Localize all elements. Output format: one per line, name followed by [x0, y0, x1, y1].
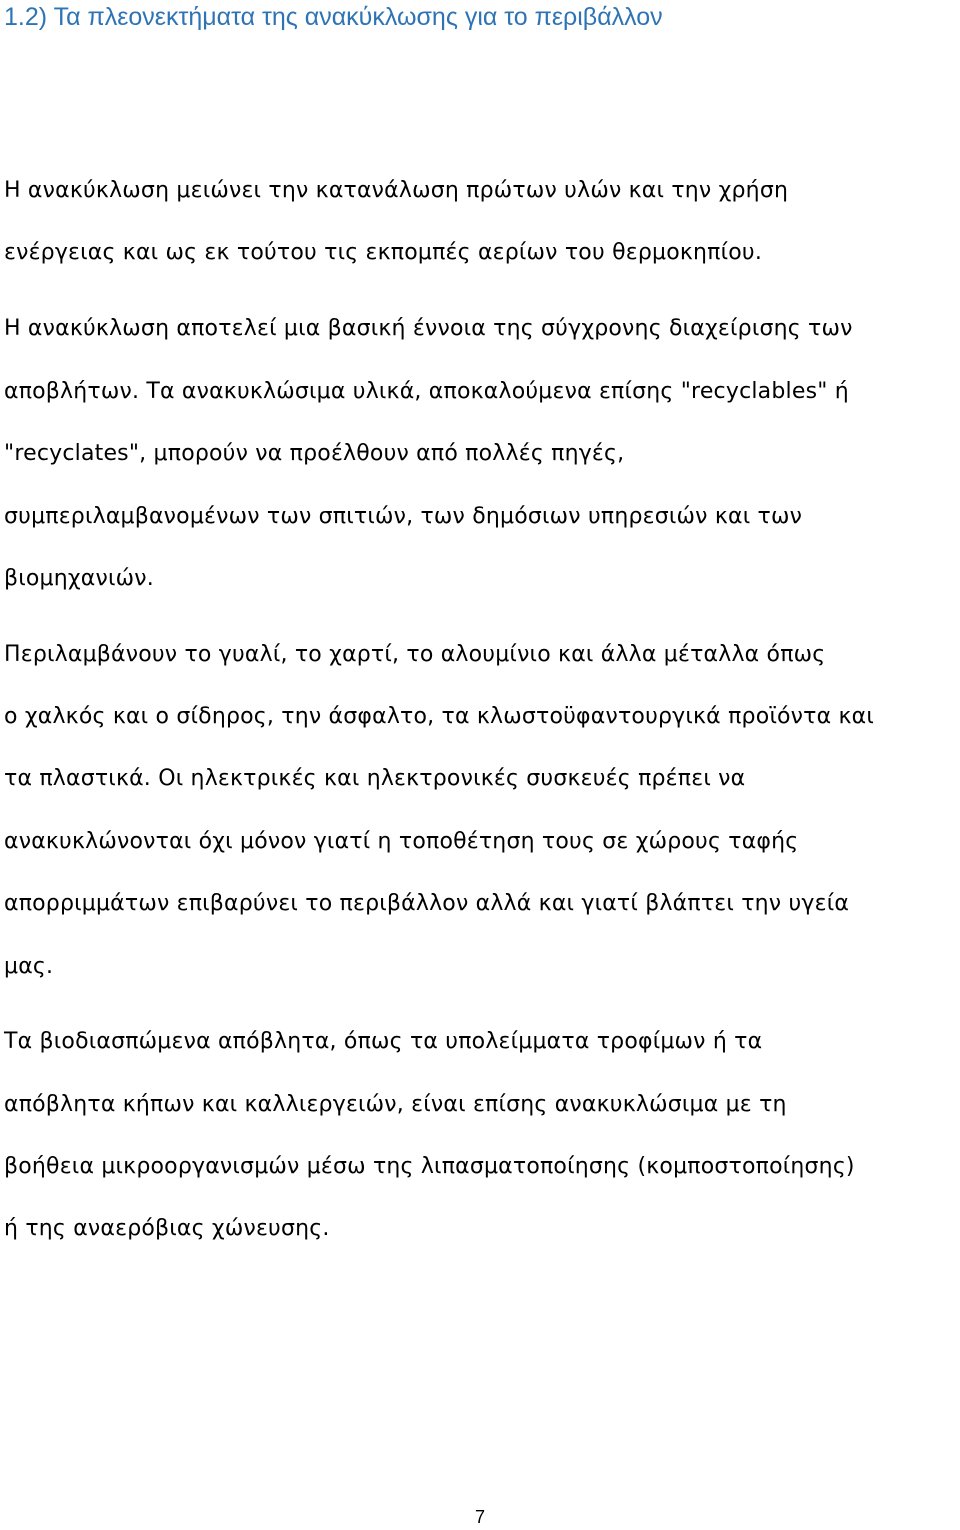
text-line: μας.: [4, 954, 54, 979]
text-line: συμπεριλαμβανομένων των σπιτιών, των δημόσιων υπηρεσιών και των: [4, 504, 803, 529]
page-number: 7: [474, 1507, 485, 1527]
section-heading: 1.2) Τα πλεονεκτήματα της ανακύκλωσης για το περιβάλλον: [4, 3, 663, 31]
text-line: αποβλήτων. Τα ανακυκλώσιμα υλικά, αποκαλούμενα επίσης "recyclables" ή: [4, 379, 849, 404]
text-line: ανακυκλώνονται όχι μόνον γιατί η τοποθέτηση τους σε χώρους ταφής: [4, 829, 799, 854]
text-line: απορριμμάτων επιβαρύνει το περιβάλλον αλλά και γιατί βλάπτει την υγεία: [4, 891, 850, 916]
text-line: τα πλαστικά. Οι ηλεκτρικές και ηλεκτρονικές συσκευές πρέπει να: [4, 766, 746, 791]
text-line: ενέργειας και ως εκ τούτου τις εκπομπές αερίων του θερμοκηπίου.: [4, 240, 763, 265]
text-line: Περιλαμβάνουν το γυαλί, το χαρτί, το αλουμίνιο και άλλα μέταλλα όπως: [4, 642, 826, 667]
text-line: ή της αναερόβιας χώνευσης.: [4, 1216, 330, 1241]
text-line: Η ανακύκλωση μειώνει την κατανάλωση πρώτων υλών και την χρήση: [4, 178, 789, 203]
text-line: απόβλητα κήπων και καλλιεργειών, είναι επίσης ανακυκλώσιμα με τη: [4, 1092, 787, 1117]
text-line: "recyclates", μπορούν να προέλθουν από πολλές πηγές,: [4, 441, 625, 466]
text-line: βιομηχανιών.: [4, 566, 154, 591]
text-line: βοήθεια μικροοργανισμών μέσω της λιπασματοποίησης (κομποστοποίησης): [4, 1154, 855, 1179]
text-line: Τα βιοδιασπώμενα απόβλητα, όπως τα υπολείμματα τροφίμων ή τα: [4, 1029, 763, 1054]
text-line: Η ανακύκλωση αποτελεί μια βασική έννοια της σύγχρονης διαχείρισης των: [4, 316, 853, 341]
text-line: ο χαλκός και ο σίδηρος, την άσφαλτο, τα κλωστοϋφαντουργικά προϊόντα και: [4, 704, 874, 729]
